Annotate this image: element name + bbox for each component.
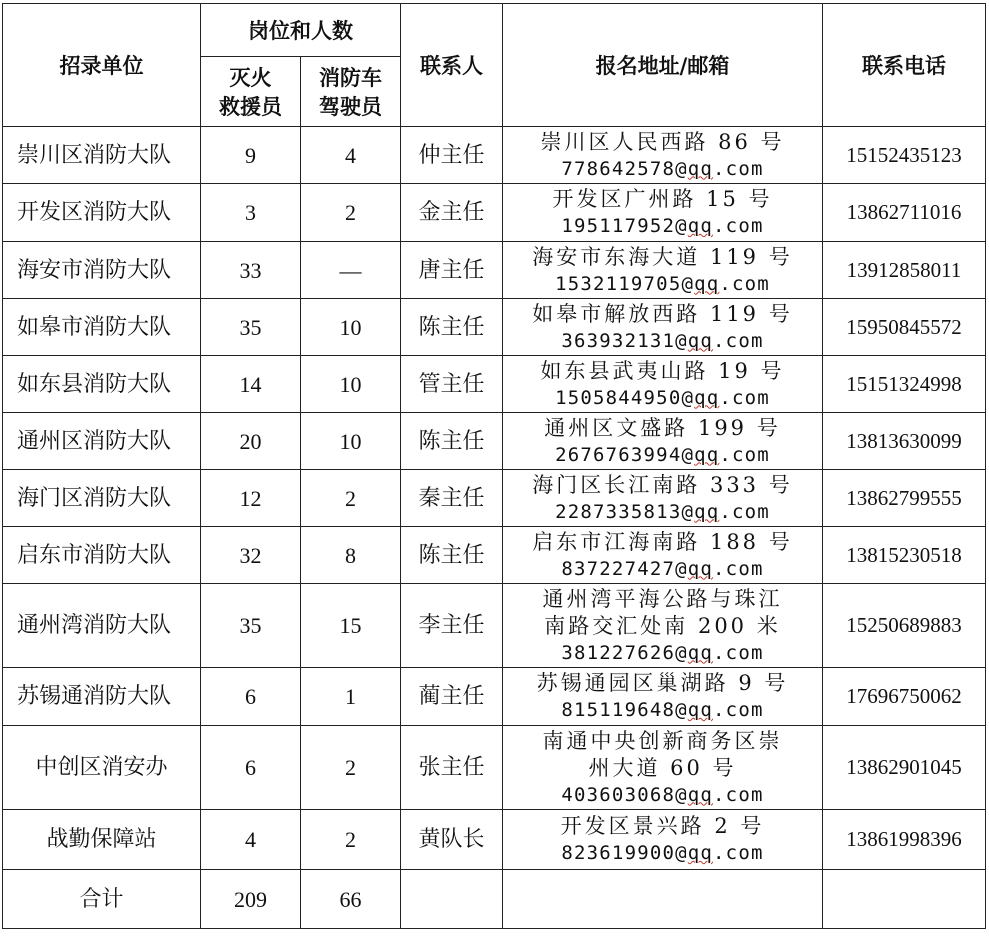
contact-person: 黄队长 [401, 810, 503, 870]
table-row [3, 127, 986, 184]
header-contact: 联系人 [401, 4, 503, 127]
address-line: 通州区文盛路 199 号 [544, 415, 781, 440]
address-line: 州大道 60 号 [588, 755, 737, 780]
contact-person: 金主任 [401, 184, 503, 242]
phone-number: 13912858011 [823, 242, 986, 299]
driver-count: 4 [301, 127, 401, 184]
address-cell [503, 527, 823, 584]
email-user: 778642578@ [561, 157, 688, 180]
email-user: 381227626@ [561, 641, 688, 664]
address-line: 南通中央创新商务区崇 [542, 728, 783, 753]
total-driver: 66 [301, 870, 401, 929]
unit-cell: 如皋市消防大队 [3, 299, 201, 356]
header-unit: 招录单位 [3, 4, 201, 127]
header-driver-line1: 消防车 [319, 64, 382, 90]
email-tld: .com [713, 157, 764, 180]
table-row [3, 242, 986, 299]
unit-cell: 苏锡通消防大队 [3, 668, 201, 726]
unit-cell: 通州区消防大队 [3, 413, 201, 470]
header-row-1 [3, 4, 986, 57]
header-driver [301, 57, 401, 127]
driver-count: 8 [301, 527, 401, 584]
email-domain: qq [687, 557, 714, 580]
header-positions-group: 岗位和人数 [201, 4, 401, 57]
driver-count: 10 [301, 299, 401, 356]
unit-cell: 战勤保障站 [3, 810, 201, 870]
email-domain: qq [694, 386, 720, 409]
address-line: 通州湾平海公路与珠江 [542, 586, 783, 611]
email-domain: qq [687, 699, 714, 721]
email-user: 195117952@ [561, 215, 688, 237]
email-address [503, 442, 822, 468]
email-tld: .com [713, 329, 764, 352]
email-address [503, 213, 822, 239]
email-domain: qq [687, 842, 714, 864]
header-firefighter [201, 57, 301, 127]
contact-person: 李主任 [401, 584, 503, 668]
driver-count: — [301, 242, 401, 299]
email-tld: .com [713, 699, 764, 721]
phone-number: 15250689883 [823, 584, 986, 668]
address-cell [503, 668, 823, 726]
phone-number: 15152435123 [823, 127, 986, 184]
table-body [3, 127, 986, 870]
driver-count: 10 [301, 356, 401, 413]
unit-cell: 海门区消防大队 [3, 470, 201, 527]
recruitment-table [2, 3, 986, 929]
address-line: 开发区广州路 15 号 [552, 187, 773, 211]
phone-number: 13862799555 [823, 470, 986, 527]
address-line: 南路交汇处南 200 米 [544, 613, 781, 638]
table-row [3, 810, 986, 870]
address-cell [503, 127, 823, 184]
driver-count: 10 [301, 413, 401, 470]
address-line: 开发区景兴路 2 号 [560, 814, 765, 838]
contact-person: 陈主任 [401, 413, 503, 470]
email-address [503, 385, 822, 411]
address-line: 崇川区人民西路 86 号 [540, 129, 785, 154]
email-tld: .com [713, 783, 764, 806]
address-line: 如皋市解放西路 119 号 [532, 301, 793, 326]
table-row [3, 584, 986, 668]
email-domain: qq [687, 329, 714, 352]
email-user: 837227427@ [561, 557, 688, 580]
address-line: 海安市东海大道 119 号 [532, 244, 793, 269]
firefighter-count: 33 [201, 242, 301, 299]
unit-cell: 海安市消防大队 [3, 242, 201, 299]
phone-number: 13862711016 [823, 184, 986, 242]
driver-count: 2 [301, 810, 401, 870]
address-cell [503, 356, 823, 413]
address-line: 苏锡通园区巢湖路 9 号 [536, 671, 789, 695]
email-address [503, 840, 822, 866]
contact-person: 管主任 [401, 356, 503, 413]
contact-person: 陈主任 [401, 527, 503, 584]
firefighter-count: 35 [201, 584, 301, 668]
table-row [3, 527, 986, 584]
table-row [3, 356, 986, 413]
contact-person: 蔺主任 [401, 668, 503, 726]
email-domain: qq [687, 157, 714, 180]
header-firefighter-line1: 灭火 [229, 64, 272, 90]
email-tld: .com [713, 557, 764, 580]
address-cell [503, 413, 823, 470]
address-cell [503, 584, 823, 668]
email-user: 1505844950@ [555, 386, 695, 409]
email-address [503, 499, 822, 525]
email-tld: .com [713, 842, 764, 864]
firefighter-count: 12 [201, 470, 301, 527]
email-domain: qq [694, 500, 720, 523]
header-address: 报名地址/邮箱 [503, 4, 823, 127]
email-address [503, 156, 822, 182]
firefighter-count: 20 [201, 413, 301, 470]
email-tld: .com [719, 386, 770, 409]
table-row [3, 470, 986, 527]
email-user: 363932131@ [561, 329, 688, 352]
total-phone-empty [823, 870, 986, 929]
email-tld: .com [719, 500, 770, 523]
firefighter-count: 3 [201, 184, 301, 242]
email-address [503, 271, 822, 297]
email-address [503, 556, 822, 582]
contact-person: 陈主任 [401, 299, 503, 356]
unit-cell: 如东县消防大队 [3, 356, 201, 413]
table-row [3, 668, 986, 726]
unit-cell: 开发区消防大队 [3, 184, 201, 242]
total-firefighter: 209 [201, 870, 301, 929]
header-phone: 联系电话 [823, 4, 986, 127]
contact-person: 仲主任 [401, 127, 503, 184]
email-tld: .com [719, 272, 770, 295]
contact-person: 张主任 [401, 726, 503, 810]
email-user: 403603068@ [561, 783, 688, 806]
firefighter-count: 6 [201, 668, 301, 726]
email-domain: qq [694, 272, 720, 295]
address-cell [503, 726, 823, 810]
email-address [503, 782, 822, 808]
email-address [503, 697, 822, 723]
firefighter-count: 4 [201, 810, 301, 870]
email-tld: .com [719, 443, 770, 466]
driver-count: 2 [301, 184, 401, 242]
email-user: 1532119705@ [555, 272, 695, 295]
firefighter-count: 14 [201, 356, 301, 413]
phone-number: 17696750062 [823, 668, 986, 726]
phone-number: 15151324998 [823, 356, 986, 413]
total-contact-empty [401, 870, 503, 929]
email-domain: qq [687, 215, 714, 237]
driver-count: 2 [301, 470, 401, 527]
email-domain: qq [687, 783, 714, 806]
address-cell [503, 242, 823, 299]
email-address [503, 640, 822, 666]
email-user: 2676763994@ [555, 443, 695, 466]
driver-count: 1 [301, 668, 401, 726]
contact-person: 唐主任 [401, 242, 503, 299]
address-cell [503, 470, 823, 527]
email-tld: .com [713, 215, 764, 237]
total-label: 合计 [3, 870, 201, 929]
unit-cell: 中创区消安办 [3, 726, 201, 810]
phone-number: 15950845572 [823, 299, 986, 356]
firefighter-count: 9 [201, 127, 301, 184]
address-line: 海门区长江南路 333 号 [532, 472, 793, 497]
table-row [3, 726, 986, 810]
firefighter-count: 32 [201, 527, 301, 584]
unit-cell: 启东市消防大队 [3, 527, 201, 584]
phone-number: 13815230518 [823, 527, 986, 584]
firefighter-count: 35 [201, 299, 301, 356]
email-user: 815119648@ [561, 699, 688, 721]
total-row [3, 870, 986, 929]
address-cell [503, 810, 823, 870]
address-line: 如东县武夷山路 19 号 [540, 358, 785, 383]
address-line: 启东市江海南路 188 号 [532, 529, 793, 554]
email-user: 2287335813@ [555, 500, 695, 523]
email-user: 823619900@ [561, 842, 688, 864]
email-domain: qq [687, 641, 714, 664]
firefighter-count: 6 [201, 726, 301, 810]
driver-count: 2 [301, 726, 401, 810]
table-row [3, 413, 986, 470]
header-driver-line2: 驾驶员 [319, 93, 382, 119]
phone-number: 13861998396 [823, 810, 986, 870]
address-cell [503, 184, 823, 242]
address-cell [503, 299, 823, 356]
driver-count: 15 [301, 584, 401, 668]
header-firefighter-line2: 救援员 [219, 93, 282, 119]
unit-cell: 通州湾消防大队 [3, 584, 201, 668]
contact-person: 秦主任 [401, 470, 503, 527]
table-row [3, 299, 986, 356]
email-domain: qq [694, 443, 720, 466]
email-tld: .com [713, 641, 764, 664]
total-address-empty [503, 870, 823, 929]
unit-cell: 崇川区消防大队 [3, 127, 201, 184]
phone-number: 13862901045 [823, 726, 986, 810]
table-row [3, 184, 986, 242]
email-address [503, 328, 822, 354]
phone-number: 13813630099 [823, 413, 986, 470]
